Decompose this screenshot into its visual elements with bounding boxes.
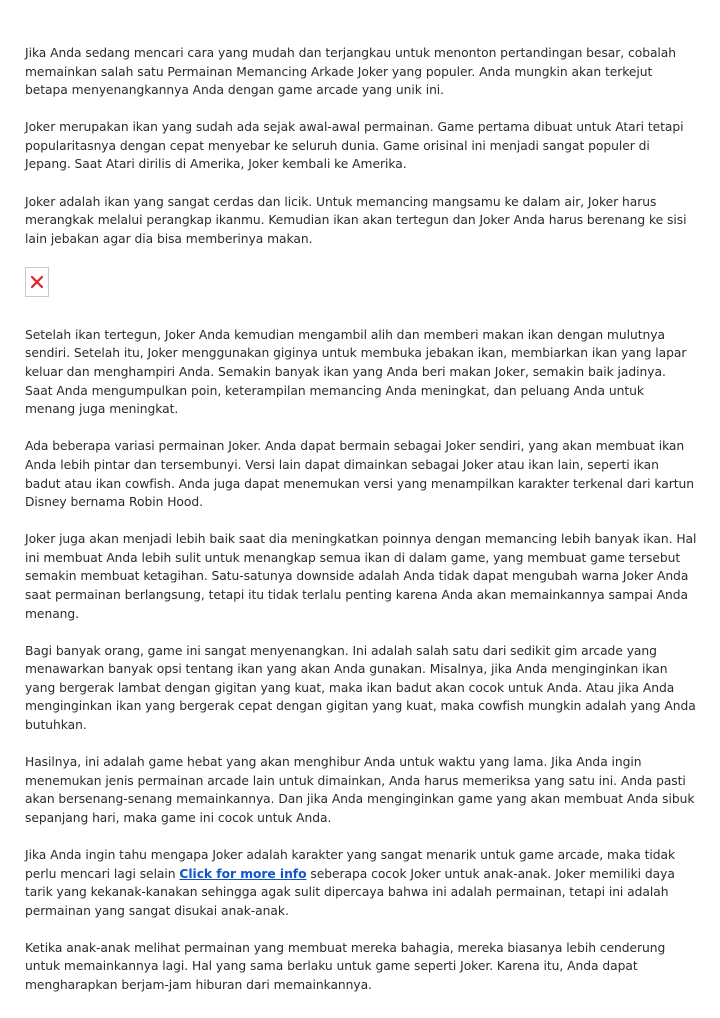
link-paragraph-after: seberapa cocok Joker untuk anak-anak. Joker memiliki daya tarik yang kekanak-kanakan sehingga agak sulit dipercaya bahwa ini adalah permainan, tetapi ini adalah permainan yang sangat disukai anak-anak. bbox=[25, 866, 675, 918]
click-for-more-info-link[interactable]: Click for more info bbox=[179, 866, 307, 881]
paragraph-with-link bbox=[25, 846, 697, 920]
paragraph-joker-clever: Joker adalah ikan yang sangat cerdas dan licik. Untuk memancing mangsamu ke dalam air, Joker harus merangkak melalui perangkap ikanmu. Kemudian ikan akan tertegun dan Joker Anda harus berenang ke sisi lain jebakan agar dia bisa memberinya makan. bbox=[25, 194, 687, 246]
paragraph-points: Joker juga akan menjadi lebih baik saat dia meningkatkan poinnya dengan memancing lebih banyak ikan. Hal ini membuat Anda lebih sulit untuk menangkap semua ikan di dalam game, yang membuat game tersebut semakin membuat ketagihan. Satu-satunya downside adalah Anda tidak dapat mengubah warna Joker Anda saat permainan berlangsung, tetapi itu tidak terlalu penting karena Anda akan memainkannya sampai Anda menang. bbox=[25, 532, 697, 621]
broken-image-icon bbox=[30, 275, 44, 289]
paragraph-feeding: Setelah ikan tertegun, Joker Anda kemudian mengambil alih dan memberi makan ikan dengan mulutnya sendiri. Setelah itu, Joker menggunakan giginya untuk membuka jebakan ikan, membiarkan ikan yang lapar keluar dan menghampiri Anda. Semakin banyak ikan yang Anda beri makan Joker, semakin baik jadinya. Saat Anda mengumpulkan poin, keterampilan memancing Anda meningkat, dan peluang Anda untuk menang juga meningkat. bbox=[25, 327, 687, 417]
paragraph-intro: Jika Anda sedang mencari cara yang mudah dan terjangkau untuk menonton pertandingan besar, cobalah memainkan salah satu Permainan Memancing Arkade Joker yang populer. Anda mungkin akan terkejut betapa menyenangkannya Anda dengan game arcade yang unik ini. bbox=[25, 46, 677, 98]
document-body bbox=[25, 44, 697, 1013]
paragraph-options: Bagi banyak orang, game ini sangat menyenangkan. Ini adalah salah satu dari sedikit gim arcade yang menawarkan banyak opsi tentang ikan yang akan Anda gunakan. Misalnya, jika Anda menginginkan ikan yang bergerak lambat dengan gigitan yang kuat, maka ikan badut akan cocok untuk Anda. Atau jika Anda menginginkan ikan yang bergerak cepat dengan gigitan yang kuat, maka cowfish mungkin adalah yang Anda butuhkan. bbox=[25, 643, 696, 733]
broken-image-placeholder bbox=[25, 267, 49, 297]
paragraph-history: Joker merupakan ikan yang sudah ada sejak awal-awal permainan. Game pertama dibuat untuk Atari tetapi popularitasnya dengan cepat menyebar ke seluruh dunia. Game orisinal ini menjadi sangat populer di Jepang. Saat Atari dirilis di Amerika, Joker kembali ke Amerika. bbox=[25, 120, 684, 172]
paragraph-result: Hasilnya, ini adalah game hebat yang akan menghibur Anda untuk waktu yang lama. Jika Anda ingin menemukan jenis permainan arcade lain untuk dimainkan, Anda harus memeriksa yang satu ini. Anda pasti akan bersenang-senang memainkannya. Dan jika Anda menginginkan game yang akan membuat Anda sibuk sepanjang hari, maka game ini cocok untuk Anda. bbox=[25, 755, 695, 825]
link-paragraph-before: Jika Anda ingin tahu mengapa Joker adalah karakter yang sangat menarik untuk game arcade, maka tidak perlu mencari lagi selain bbox=[25, 848, 676, 881]
paragraph-conclusion: Ketika anak-anak melihat permainan yang membuat mereka bahagia, mereka biasanya lebih cenderung untuk memainkannya lagi. Hal yang sama berlaku untuk game seperti Joker. Karena itu, Anda dapat mengharapkan berjam-jam hiburan dari memainkannya. bbox=[25, 940, 666, 993]
paragraph-variations: Ada beberapa variasi permainan Joker. Anda dapat bermain sebagai Joker sendiri, yang akan membuat ikan Anda lebih pintar dan tersembunyi. Versi lain dapat dimainkan sebagai Joker atau ikan lain, seperti ikan badut atau ikan cowfish. Anda juga dapat menemukan versi yang menampilkan karakter terkenal dari kartun Disney bernama Robin Hood. bbox=[25, 439, 694, 510]
